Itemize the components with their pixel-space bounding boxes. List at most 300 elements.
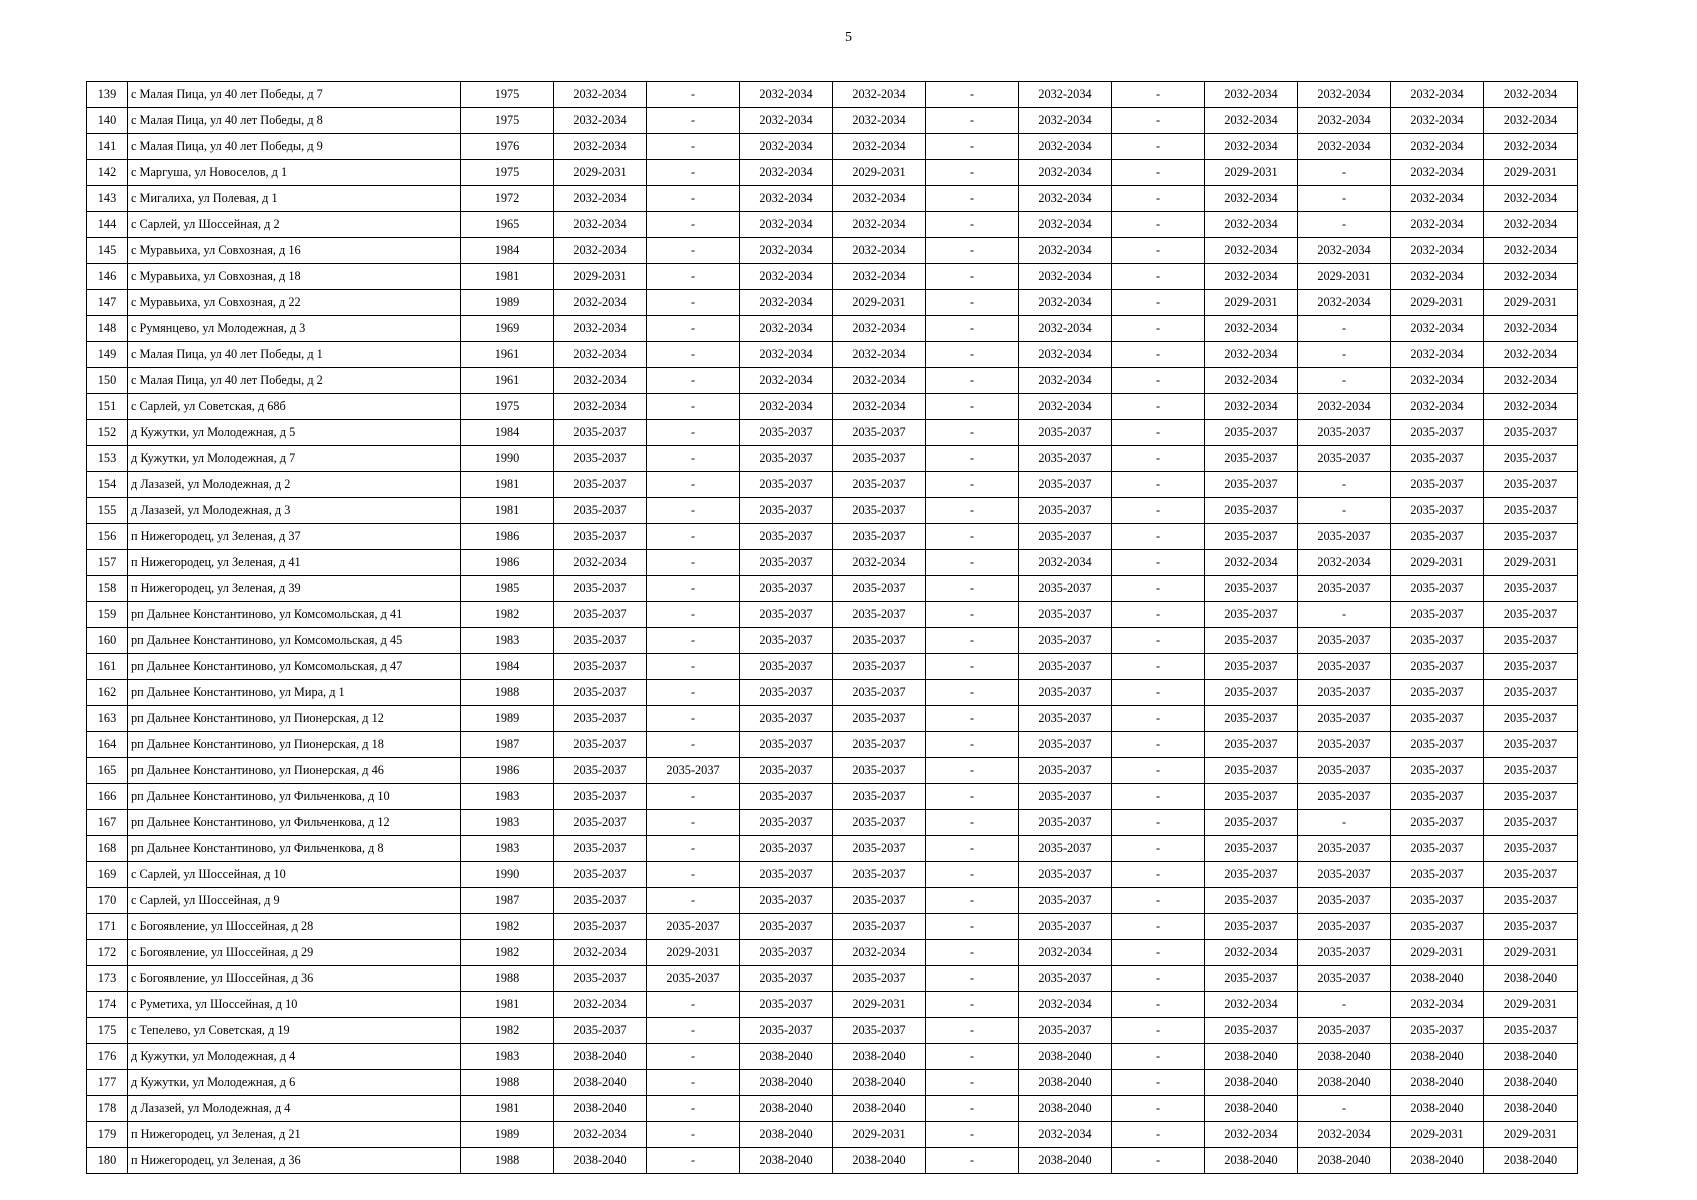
period-cell: 2035-2037 — [833, 420, 926, 446]
period-cell: 2038-2040 — [740, 1148, 833, 1174]
period-cell: 2032-2034 — [1019, 160, 1112, 186]
period-cell: 2032-2034 — [1205, 394, 1298, 420]
period-cell: 2038-2040 — [1298, 1044, 1391, 1070]
period-cell: - — [926, 966, 1019, 992]
period-cell: 2035-2037 — [1205, 602, 1298, 628]
year-cell: 1984 — [461, 654, 554, 680]
period-cell: 2035-2037 — [554, 966, 647, 992]
row-number-cell: 175 — [87, 1018, 128, 1044]
address-cell: с Мигалиха, ул Полевая, д 1 — [128, 186, 461, 212]
period-cell: 2032-2034 — [1205, 342, 1298, 368]
address-cell: п Нижегородец, ул Зеленая, д 39 — [128, 576, 461, 602]
address-cell: рп Дальнее Константиново, ул Мира, д 1 — [128, 680, 461, 706]
period-cell: - — [926, 1018, 1019, 1044]
year-cell: 1981 — [461, 264, 554, 290]
period-cell: 2035-2037 — [833, 706, 926, 732]
period-cell: 2032-2034 — [1391, 368, 1484, 394]
table-row — [87, 706, 1578, 732]
period-cell: 2032-2034 — [1205, 238, 1298, 264]
period-cell: 2029-2031 — [1391, 940, 1484, 966]
row-number-cell: 143 — [87, 186, 128, 212]
period-cell: 2038-2040 — [1484, 966, 1578, 992]
period-cell: 2035-2037 — [1019, 472, 1112, 498]
period-cell: - — [647, 82, 740, 108]
period-cell: 2038-2040 — [1019, 1096, 1112, 1122]
period-cell: - — [647, 342, 740, 368]
period-cell: 2035-2037 — [833, 732, 926, 758]
period-cell: - — [1112, 498, 1205, 524]
period-cell: - — [1112, 264, 1205, 290]
period-cell: 2035-2037 — [1298, 914, 1391, 940]
period-cell: 2035-2037 — [1391, 914, 1484, 940]
period-cell: 2032-2034 — [740, 290, 833, 316]
period-cell: 2032-2034 — [1484, 108, 1578, 134]
period-cell: 2035-2037 — [1205, 498, 1298, 524]
address-cell: д Кужутки, ул Молодежная, д 7 — [128, 446, 461, 472]
period-cell: - — [647, 706, 740, 732]
period-cell: - — [1112, 108, 1205, 134]
period-cell: 2032-2034 — [1205, 550, 1298, 576]
row-number-cell: 170 — [87, 888, 128, 914]
period-cell: 2035-2037 — [833, 602, 926, 628]
year-cell: 1981 — [461, 992, 554, 1018]
period-cell: - — [926, 264, 1019, 290]
table-row — [87, 1148, 1578, 1174]
year-cell: 1972 — [461, 186, 554, 212]
period-cell: 2035-2037 — [554, 836, 647, 862]
table-row — [87, 1044, 1578, 1070]
period-cell: 2038-2040 — [833, 1096, 926, 1122]
period-cell: 2032-2034 — [1298, 1122, 1391, 1148]
row-number-cell: 150 — [87, 368, 128, 394]
period-cell: 2032-2034 — [1019, 212, 1112, 238]
row-number-cell: 155 — [87, 498, 128, 524]
period-cell: 2035-2037 — [1391, 446, 1484, 472]
period-cell: 2032-2034 — [1391, 342, 1484, 368]
period-cell: 2035-2037 — [833, 784, 926, 810]
period-cell: - — [926, 186, 1019, 212]
period-cell: - — [1112, 1148, 1205, 1174]
period-cell: 2035-2037 — [1298, 732, 1391, 758]
period-cell: 2032-2034 — [1298, 290, 1391, 316]
period-cell: - — [1112, 420, 1205, 446]
period-cell: - — [1112, 784, 1205, 810]
period-cell: - — [926, 1096, 1019, 1122]
year-cell: 1981 — [461, 1096, 554, 1122]
table-row — [87, 602, 1578, 628]
period-cell: 2035-2037 — [1484, 654, 1578, 680]
period-cell: 2035-2037 — [1205, 654, 1298, 680]
period-cell: - — [647, 212, 740, 238]
period-cell: 2035-2037 — [740, 706, 833, 732]
row-number-cell: 153 — [87, 446, 128, 472]
period-cell: 2035-2037 — [1391, 524, 1484, 550]
period-cell: - — [926, 82, 1019, 108]
period-cell: - — [926, 784, 1019, 810]
year-cell: 1975 — [461, 82, 554, 108]
period-cell: - — [647, 472, 740, 498]
table-row — [87, 472, 1578, 498]
period-cell: - — [1112, 1122, 1205, 1148]
period-cell: 2032-2034 — [554, 992, 647, 1018]
period-cell: 2035-2037 — [833, 628, 926, 654]
table-row — [87, 784, 1578, 810]
row-number-cell: 149 — [87, 342, 128, 368]
period-cell: 2029-2031 — [1391, 290, 1484, 316]
year-cell: 1984 — [461, 420, 554, 446]
period-cell: 2035-2037 — [554, 680, 647, 706]
year-cell: 1989 — [461, 706, 554, 732]
period-cell: - — [1112, 628, 1205, 654]
row-number-cell: 141 — [87, 134, 128, 160]
period-cell: 2035-2037 — [740, 680, 833, 706]
period-cell: 2035-2037 — [647, 758, 740, 784]
period-cell: - — [1298, 212, 1391, 238]
period-cell: 2035-2037 — [833, 654, 926, 680]
period-cell: 2032-2034 — [1391, 212, 1484, 238]
row-number-cell: 151 — [87, 394, 128, 420]
period-cell: - — [1298, 472, 1391, 498]
table-row — [87, 290, 1578, 316]
period-cell: 2038-2040 — [1391, 1148, 1484, 1174]
period-cell: - — [647, 108, 740, 134]
address-cell: рп Дальнее Константиново, ул Пионерская, д 12 — [128, 706, 461, 732]
period-cell: - — [1112, 706, 1205, 732]
table-row — [87, 628, 1578, 654]
period-cell: 2035-2037 — [554, 732, 647, 758]
period-cell: 2035-2037 — [1484, 914, 1578, 940]
year-cell: 1983 — [461, 810, 554, 836]
row-number-cell: 146 — [87, 264, 128, 290]
year-cell: 1983 — [461, 836, 554, 862]
period-cell: 2038-2040 — [740, 1122, 833, 1148]
period-cell: - — [1112, 316, 1205, 342]
period-cell: 2038-2040 — [1391, 1096, 1484, 1122]
period-cell: 2035-2037 — [1391, 420, 1484, 446]
year-cell: 1988 — [461, 1148, 554, 1174]
period-cell: - — [647, 1096, 740, 1122]
period-cell: - — [1112, 134, 1205, 160]
period-cell: 2035-2037 — [1205, 862, 1298, 888]
period-cell: 2032-2034 — [1391, 394, 1484, 420]
period-cell: 2032-2034 — [1205, 108, 1298, 134]
table-row — [87, 134, 1578, 160]
period-cell: 2032-2034 — [554, 108, 647, 134]
row-number-cell: 163 — [87, 706, 128, 732]
period-cell: 2032-2034 — [1484, 368, 1578, 394]
table-row — [87, 212, 1578, 238]
period-cell: 2035-2037 — [1298, 628, 1391, 654]
period-cell: 2035-2037 — [740, 654, 833, 680]
period-cell: 2035-2037 — [1298, 446, 1391, 472]
table-row — [87, 940, 1578, 966]
row-number-cell: 160 — [87, 628, 128, 654]
period-cell: - — [926, 134, 1019, 160]
table-row — [87, 732, 1578, 758]
period-cell: - — [926, 654, 1019, 680]
period-cell: 2032-2034 — [833, 342, 926, 368]
address-cell: п Нижегородец, ул Зеленая, д 21 — [128, 1122, 461, 1148]
period-cell: 2032-2034 — [554, 134, 647, 160]
table-row — [87, 836, 1578, 862]
period-cell: - — [926, 1122, 1019, 1148]
period-cell: - — [647, 732, 740, 758]
period-cell: - — [926, 680, 1019, 706]
address-cell: д Кужутки, ул Молодежная, д 6 — [128, 1070, 461, 1096]
period-cell: 2029-2031 — [1484, 1122, 1578, 1148]
period-cell: 2035-2037 — [1391, 1018, 1484, 1044]
schedule-table — [86, 81, 1578, 1174]
period-cell: 2035-2037 — [1205, 888, 1298, 914]
period-cell: 2032-2034 — [1484, 212, 1578, 238]
period-cell: 2032-2034 — [554, 186, 647, 212]
period-cell: - — [647, 446, 740, 472]
period-cell: 2035-2037 — [833, 576, 926, 602]
period-cell: - — [1112, 550, 1205, 576]
address-cell: рп Дальнее Константиново, ул Пионерская, д 18 — [128, 732, 461, 758]
period-cell: 2035-2037 — [740, 550, 833, 576]
year-cell: 1989 — [461, 290, 554, 316]
row-number-cell: 176 — [87, 1044, 128, 1070]
period-cell: 2038-2040 — [1484, 1044, 1578, 1070]
period-cell: 2038-2040 — [1019, 1070, 1112, 1096]
period-cell: 2032-2034 — [1019, 368, 1112, 394]
period-cell: 2032-2034 — [833, 238, 926, 264]
period-cell: 2029-2031 — [1484, 550, 1578, 576]
period-cell: 2035-2037 — [554, 628, 647, 654]
period-cell: 2035-2037 — [740, 914, 833, 940]
period-cell: 2035-2037 — [1019, 784, 1112, 810]
period-cell: - — [647, 264, 740, 290]
address-cell: д Лазазей, ул Молодежная, д 4 — [128, 1096, 461, 1122]
table-row — [87, 966, 1578, 992]
period-cell: 2032-2034 — [1205, 316, 1298, 342]
row-number-cell: 172 — [87, 940, 128, 966]
period-cell: 2032-2034 — [833, 264, 926, 290]
period-cell: 2032-2034 — [554, 940, 647, 966]
period-cell: 2035-2037 — [554, 914, 647, 940]
period-cell: 2032-2034 — [1484, 238, 1578, 264]
address-cell: рп Дальнее Константиново, ул Фильченкова, д 8 — [128, 836, 461, 862]
period-cell: 2032-2034 — [554, 394, 647, 420]
period-cell: - — [1112, 368, 1205, 394]
period-cell: 2032-2034 — [1484, 264, 1578, 290]
period-cell: 2038-2040 — [833, 1148, 926, 1174]
period-cell: - — [1112, 940, 1205, 966]
address-cell: п Нижегородец, ул Зеленая, д 41 — [128, 550, 461, 576]
period-cell: 2035-2037 — [1205, 628, 1298, 654]
period-cell: 2032-2034 — [833, 108, 926, 134]
period-cell: - — [647, 1018, 740, 1044]
period-cell: 2032-2034 — [833, 212, 926, 238]
row-number-cell: 144 — [87, 212, 128, 238]
period-cell: 2032-2034 — [1391, 238, 1484, 264]
period-cell: 2035-2037 — [740, 966, 833, 992]
period-cell: 2035-2037 — [740, 498, 833, 524]
period-cell: - — [1298, 810, 1391, 836]
period-cell: - — [1112, 446, 1205, 472]
period-cell: 2038-2040 — [554, 1044, 647, 1070]
table-row — [87, 810, 1578, 836]
period-cell: - — [926, 758, 1019, 784]
period-cell: - — [647, 836, 740, 862]
table-row — [87, 576, 1578, 602]
period-cell: 2032-2034 — [1019, 342, 1112, 368]
address-cell: с Сарлей, ул Шоссейная, д 2 — [128, 212, 461, 238]
period-cell: - — [647, 238, 740, 264]
period-cell: 2035-2037 — [740, 446, 833, 472]
row-number-cell: 166 — [87, 784, 128, 810]
period-cell: 2035-2037 — [1019, 758, 1112, 784]
period-cell: 2038-2040 — [1391, 966, 1484, 992]
row-number-cell: 173 — [87, 966, 128, 992]
row-number-cell: 156 — [87, 524, 128, 550]
table-row — [87, 160, 1578, 186]
period-cell: 2038-2040 — [740, 1070, 833, 1096]
period-cell: 2035-2037 — [1391, 810, 1484, 836]
period-cell: 2032-2034 — [554, 368, 647, 394]
period-cell: 2029-2031 — [1484, 992, 1578, 1018]
row-number-cell: 145 — [87, 238, 128, 264]
period-cell: - — [1112, 1070, 1205, 1096]
row-number-cell: 165 — [87, 758, 128, 784]
period-cell: 2035-2037 — [1298, 1018, 1391, 1044]
table-row — [87, 1070, 1578, 1096]
year-cell: 1989 — [461, 1122, 554, 1148]
period-cell: 2035-2037 — [1298, 524, 1391, 550]
table-row — [87, 186, 1578, 212]
period-cell: 2032-2034 — [740, 186, 833, 212]
period-cell: 2032-2034 — [740, 316, 833, 342]
year-cell: 1983 — [461, 784, 554, 810]
period-cell: - — [647, 550, 740, 576]
period-cell: 2035-2037 — [1391, 498, 1484, 524]
period-cell: 2029-2031 — [1484, 940, 1578, 966]
row-number-cell: 147 — [87, 290, 128, 316]
period-cell: 2035-2037 — [1019, 706, 1112, 732]
period-cell: - — [1112, 888, 1205, 914]
period-cell: 2035-2037 — [1205, 420, 1298, 446]
period-cell: 2032-2034 — [1484, 82, 1578, 108]
row-number-cell: 139 — [87, 82, 128, 108]
period-cell: 2035-2037 — [1019, 420, 1112, 446]
year-cell: 1975 — [461, 394, 554, 420]
row-number-cell: 148 — [87, 316, 128, 342]
address-cell: рп Дальнее Константиново, ул Пионерская, д 46 — [128, 758, 461, 784]
period-cell: 2035-2037 — [1298, 966, 1391, 992]
period-cell: - — [926, 810, 1019, 836]
period-cell: 2035-2037 — [1205, 472, 1298, 498]
row-number-cell: 142 — [87, 160, 128, 186]
period-cell: 2029-2031 — [833, 992, 926, 1018]
period-cell: 2035-2037 — [1391, 888, 1484, 914]
period-cell: 2035-2037 — [1391, 862, 1484, 888]
address-cell: д Лазазей, ул Молодежная, д 3 — [128, 498, 461, 524]
table-row — [87, 992, 1578, 1018]
period-cell: - — [926, 576, 1019, 602]
period-cell: 2035-2037 — [1484, 1018, 1578, 1044]
period-cell: 2035-2037 — [740, 420, 833, 446]
period-cell: - — [926, 108, 1019, 134]
period-cell: 2032-2034 — [740, 394, 833, 420]
period-cell: - — [1112, 654, 1205, 680]
period-cell: 2035-2037 — [1484, 628, 1578, 654]
year-cell: 1990 — [461, 446, 554, 472]
table-row — [87, 758, 1578, 784]
period-cell: 2035-2037 — [740, 524, 833, 550]
period-cell: 2035-2037 — [1484, 706, 1578, 732]
address-cell: с Румянцево, ул Молодежная, д 3 — [128, 316, 461, 342]
period-cell: 2035-2037 — [833, 862, 926, 888]
table-row — [87, 1122, 1578, 1148]
period-cell: - — [1298, 316, 1391, 342]
period-cell: - — [926, 628, 1019, 654]
period-cell: - — [647, 576, 740, 602]
period-cell: - — [1298, 368, 1391, 394]
year-cell: 1986 — [461, 758, 554, 784]
year-cell: 1986 — [461, 524, 554, 550]
period-cell: 2035-2037 — [1205, 914, 1298, 940]
row-number-cell: 178 — [87, 1096, 128, 1122]
period-cell: 2035-2037 — [1298, 888, 1391, 914]
period-cell: 2038-2040 — [1391, 1044, 1484, 1070]
period-cell: 2035-2037 — [1298, 680, 1391, 706]
period-cell: 2038-2040 — [554, 1148, 647, 1174]
period-cell: 2035-2037 — [1298, 654, 1391, 680]
period-cell: 2029-2031 — [647, 940, 740, 966]
period-cell: - — [1112, 836, 1205, 862]
period-cell: - — [647, 420, 740, 446]
period-cell: 2032-2034 — [1019, 316, 1112, 342]
period-cell: 2035-2037 — [1019, 862, 1112, 888]
period-cell: - — [926, 498, 1019, 524]
table-row — [87, 862, 1578, 888]
period-cell: 2035-2037 — [554, 420, 647, 446]
period-cell: 2032-2034 — [1205, 992, 1298, 1018]
period-cell: 2035-2037 — [1391, 706, 1484, 732]
period-cell: 2032-2034 — [833, 550, 926, 576]
period-cell: 2035-2037 — [1484, 498, 1578, 524]
period-cell: - — [926, 160, 1019, 186]
period-cell: 2032-2034 — [1391, 108, 1484, 134]
row-number-cell: 140 — [87, 108, 128, 134]
row-number-cell: 169 — [87, 862, 128, 888]
period-cell: 2032-2034 — [1019, 186, 1112, 212]
table-row — [87, 680, 1578, 706]
table-row — [87, 550, 1578, 576]
year-cell: 1985 — [461, 576, 554, 602]
year-cell: 1982 — [461, 914, 554, 940]
period-cell: 2035-2037 — [554, 758, 647, 784]
period-cell: 2035-2037 — [1298, 706, 1391, 732]
period-cell: 2032-2034 — [1484, 342, 1578, 368]
period-cell: - — [1112, 966, 1205, 992]
period-cell: 2032-2034 — [740, 368, 833, 394]
period-cell: 2032-2034 — [1205, 82, 1298, 108]
period-cell: 2032-2034 — [740, 82, 833, 108]
period-cell: - — [1112, 238, 1205, 264]
period-cell: 2035-2037 — [1484, 758, 1578, 784]
address-cell: с Богоявление, ул Шоссейная, д 36 — [128, 966, 461, 992]
period-cell: 2038-2040 — [1298, 1148, 1391, 1174]
period-cell: - — [926, 1070, 1019, 1096]
period-cell: 2035-2037 — [833, 914, 926, 940]
row-number-cell: 180 — [87, 1148, 128, 1174]
period-cell: - — [1298, 1096, 1391, 1122]
period-cell: 2038-2040 — [740, 1096, 833, 1122]
row-number-cell: 158 — [87, 576, 128, 602]
period-cell: - — [1112, 394, 1205, 420]
